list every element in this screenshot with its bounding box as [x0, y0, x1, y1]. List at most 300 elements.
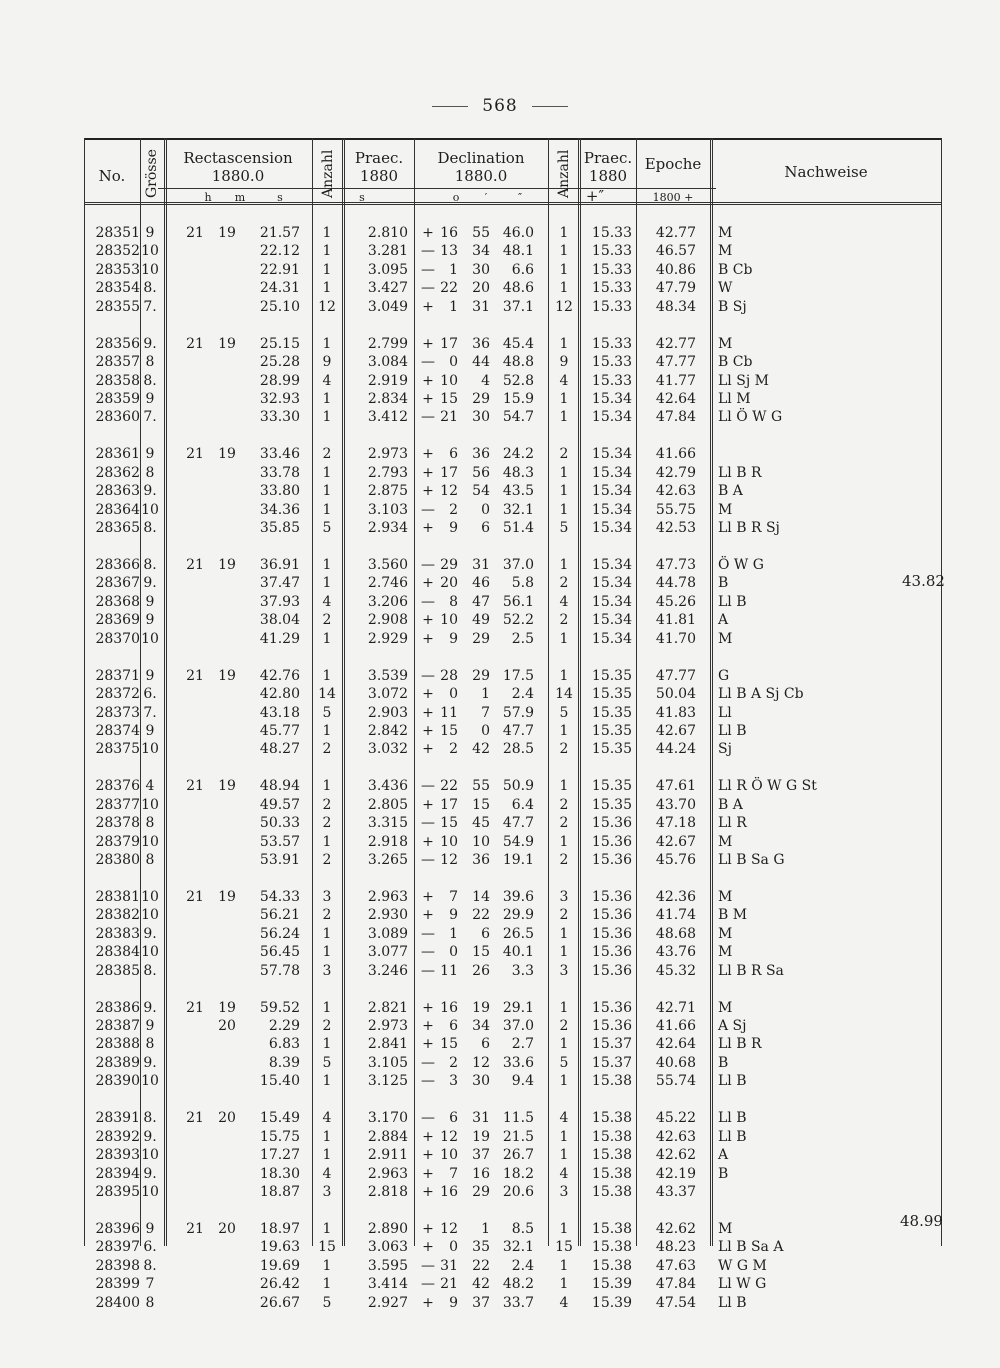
decl-degrees: 16 — [440, 225, 458, 241]
references: Ll B — [718, 1073, 747, 1090]
decl-precession: 15.38 — [591, 1257, 632, 1274]
epoch: 41.77 — [655, 372, 696, 389]
decl-seconds: 2.4 — [511, 686, 534, 703]
ra-seconds: 53.57 — [259, 833, 300, 850]
ra-obs-count: 1 — [322, 1073, 332, 1090]
ra-minutes: 19 — [218, 888, 236, 905]
decl-minutes: 7 — [481, 704, 490, 721]
decl-degrees: 17 — [440, 335, 458, 352]
decl-sign: — — [421, 778, 435, 795]
table-row — [84, 445, 942, 464]
decl-minutes: 56 — [472, 464, 490, 481]
star-number: 28362 — [95, 464, 140, 481]
references: W G M — [718, 1257, 767, 1274]
decl-degrees: 15 — [440, 815, 458, 832]
ra-seconds: 32.93 — [259, 391, 300, 407]
decl-degrees: 6 — [449, 1018, 458, 1034]
epoch: 42.67 — [655, 833, 696, 850]
magnitude: 10 — [141, 1147, 159, 1164]
references: B Cb — [718, 261, 753, 278]
header-praec-year: 1880 — [359, 167, 399, 185]
epoch: 47.79 — [655, 280, 696, 297]
decl-obs-count: 14 — [555, 686, 573, 703]
epoch: 50.04 — [655, 686, 696, 703]
decl-precession: 15.35 — [591, 741, 632, 758]
star-catalog-table — [84, 138, 942, 1311]
decl-sign: — — [421, 962, 435, 979]
table-row — [84, 519, 942, 538]
magnitude: 10 — [141, 944, 159, 961]
decl-obs-count: 1 — [559, 1036, 569, 1053]
epoch: 41.70 — [655, 630, 696, 647]
decl-seconds: 43.5 — [502, 483, 534, 500]
ra-obs-count: 1 — [322, 1257, 332, 1274]
decl-minutes: 0 — [481, 501, 490, 518]
decl-obs-count: 1 — [559, 556, 569, 573]
decl-precession: 15.36 — [591, 944, 632, 961]
ra-obs-count: 2 — [322, 1018, 332, 1034]
decl-sign: — — [421, 1110, 435, 1127]
decl-degrees: 6 — [449, 1110, 458, 1127]
decl-seconds: 29.1 — [502, 999, 534, 1016]
ra-minutes: 20 — [218, 1110, 236, 1127]
decl-precession: 15.34 — [591, 593, 632, 610]
star-number: 28390 — [95, 1073, 140, 1090]
decl-obs-count: 5 — [559, 1054, 569, 1071]
ra-precession: 3.077 — [367, 944, 408, 961]
decl-minutes: 29 — [472, 391, 490, 407]
ra-precession: 2.929 — [367, 630, 408, 647]
decl-precession: 15.34 — [591, 501, 632, 518]
epoch: 45.32 — [655, 962, 696, 979]
star-number: 28360 — [95, 409, 140, 426]
decl-seconds: 47.7 — [502, 815, 534, 832]
magnitude: 10 — [141, 501, 159, 518]
ra-seconds: 15.49 — [259, 1110, 300, 1127]
decl-seconds: 32.1 — [502, 1239, 534, 1256]
decl-seconds: 18.2 — [502, 1165, 534, 1182]
decl-obs-count: 1 — [559, 833, 569, 850]
table-row — [84, 1035, 942, 1054]
decl-precession: 15.33 — [591, 372, 632, 389]
decl-precession: 15.35 — [591, 667, 632, 684]
decl-seconds: 39.6 — [502, 888, 534, 905]
decl-seconds: 57.9 — [502, 704, 534, 721]
references: Ll R — [718, 815, 747, 832]
references: Ll Sj M — [718, 372, 769, 389]
decl-minutes: 0 — [481, 722, 490, 739]
decl-seconds: 15.9 — [502, 391, 534, 407]
references: Ll B R — [718, 464, 762, 481]
magnitude: 10 — [141, 907, 159, 924]
ra-precession: 3.084 — [367, 354, 408, 371]
ra-obs-count: 1 — [322, 464, 332, 481]
epoch: 42.67 — [655, 722, 696, 739]
decl-obs-count: 1 — [559, 483, 569, 500]
magnitude: 10 — [141, 833, 159, 850]
decl-sign: + — [422, 741, 434, 758]
ra-seconds: 2.29 — [268, 1018, 300, 1034]
decl-precession: 15.33 — [591, 354, 632, 371]
epoch: 42.53 — [655, 520, 696, 537]
table-row — [84, 464, 942, 483]
decl-precession: 15.36 — [591, 962, 632, 979]
decl-obs-count: 2 — [559, 1018, 569, 1034]
decl-precession: 15.38 — [591, 1239, 632, 1256]
star-number: 28396 — [95, 1220, 140, 1237]
decl-seconds: 48.2 — [502, 1276, 534, 1293]
references: Ll B — [718, 722, 747, 739]
star-number: 28383 — [95, 925, 140, 942]
decl-minutes: 49 — [472, 612, 490, 629]
ra-precession: 3.560 — [367, 556, 408, 573]
header-decl-min: ′ — [484, 191, 488, 204]
epoch: 41.66 — [655, 1018, 696, 1034]
decl-precession: 15.38 — [591, 1128, 632, 1145]
ra-seconds: 6.83 — [268, 1036, 300, 1053]
ra-obs-count: 14 — [318, 686, 336, 703]
decl-obs-count: 1 — [559, 335, 569, 352]
table-row — [84, 593, 942, 612]
magnitude: 8 — [145, 354, 155, 371]
decl-precession: 15.36 — [591, 907, 632, 924]
ra-seconds: 25.28 — [259, 354, 300, 371]
ra-obs-count: 2 — [322, 446, 332, 463]
table-row — [84, 556, 942, 575]
star-number: 28356 — [95, 335, 140, 352]
decl-obs-count: 2 — [559, 575, 569, 592]
decl-seconds: 20.6 — [502, 1184, 534, 1200]
decl-seconds: 54.9 — [502, 833, 534, 850]
decl-seconds: 37.0 — [502, 556, 534, 573]
decl-obs-count: 1 — [559, 464, 569, 481]
decl-degrees: 2 — [449, 741, 458, 758]
decl-minutes: 34 — [472, 243, 490, 260]
decl-seconds: 21.5 — [502, 1128, 534, 1145]
ra-obs-count: 5 — [322, 1294, 332, 1311]
star-number: 28361 — [95, 446, 140, 463]
epoch: 42.63 — [655, 483, 696, 500]
ra-precession: 2.834 — [367, 391, 408, 407]
table-row — [84, 1072, 942, 1091]
table-row — [84, 408, 942, 427]
decl-sign: + — [422, 464, 434, 481]
decl-sign: + — [422, 1184, 434, 1200]
ra-seconds: 57.78 — [259, 962, 300, 979]
table-row — [84, 722, 942, 741]
star-number: 28393 — [95, 1147, 140, 1164]
magnitude: 10 — [141, 243, 159, 260]
references: B A — [718, 483, 743, 500]
decl-seconds: 51.4 — [502, 520, 534, 537]
decl-seconds: 37.1 — [502, 298, 534, 315]
table-row — [84, 906, 942, 925]
decl-obs-count: 1 — [559, 280, 569, 297]
decl-minutes: 19 — [472, 999, 490, 1016]
ra-obs-count: 4 — [322, 593, 332, 610]
references: M — [718, 243, 733, 260]
ra-precession: 2.911 — [367, 1147, 408, 1164]
star-number: 28352 — [95, 243, 140, 260]
decl-minutes: 26 — [472, 962, 490, 979]
ra-seconds: 56.45 — [259, 944, 300, 961]
decl-seconds: 28.5 — [502, 741, 534, 758]
ra-obs-count: 4 — [322, 372, 332, 389]
decl-minutes: 31 — [472, 1110, 490, 1127]
ra-precession: 3.072 — [367, 686, 408, 703]
decl-minutes: 29 — [472, 667, 490, 684]
epoch: 46.57 — [655, 243, 696, 260]
decl-degrees: 15 — [440, 1036, 458, 1053]
ra-hours: 21 — [186, 1220, 204, 1237]
decl-sign: — — [421, 1276, 435, 1293]
star-number: 28385 — [95, 962, 140, 979]
decl-seconds: 2.5 — [511, 630, 534, 647]
decl-precession: 15.33 — [591, 280, 632, 297]
decl-minutes: 36 — [472, 335, 490, 352]
ra-precession: 3.414 — [367, 1276, 408, 1293]
decl-minutes: 34 — [472, 1018, 490, 1034]
ra-obs-count: 1 — [322, 280, 332, 297]
magnitude: 8. — [143, 1257, 157, 1274]
decl-obs-count: 1 — [559, 667, 569, 684]
epoch: 42.77 — [655, 225, 696, 241]
ra-seconds: 25.10 — [259, 298, 300, 315]
ra-obs-count: 1 — [322, 999, 332, 1016]
ra-obs-count: 1 — [322, 225, 332, 241]
ra-precession: 3.206 — [367, 593, 408, 610]
ra-seconds: 50.33 — [259, 815, 300, 832]
ra-precession: 2.927 — [367, 1294, 408, 1311]
references: Ö W G — [718, 556, 764, 573]
magnitude: 9. — [143, 1128, 157, 1145]
magnitude: 10 — [141, 888, 159, 905]
decl-obs-count: 4 — [559, 1110, 569, 1127]
decl-precession: 15.34 — [591, 483, 632, 500]
decl-sign: + — [422, 686, 434, 703]
epoch: 43.76 — [655, 944, 696, 961]
decl-minutes: 30 — [472, 1073, 490, 1090]
decl-seconds: 24.2 — [502, 446, 534, 463]
magnitude: 9. — [143, 575, 157, 592]
decl-degrees: 17 — [440, 796, 458, 813]
references: B — [718, 1054, 729, 1071]
decl-obs-count: 1 — [559, 999, 569, 1016]
table-row — [84, 1275, 942, 1294]
decl-obs-count: 4 — [559, 372, 569, 389]
decl-degrees: 11 — [440, 704, 458, 721]
decl-sign: + — [422, 391, 434, 407]
magnitude: 6. — [143, 1239, 157, 1256]
star-number: 28380 — [95, 852, 140, 869]
ra-precession: 3.539 — [367, 667, 408, 684]
decl-seconds: 48.6 — [502, 280, 534, 297]
decl-precession: 15.35 — [591, 704, 632, 721]
decl-minutes: 6 — [481, 925, 490, 942]
decl-seconds: 54.7 — [502, 409, 534, 426]
ra-obs-count: 2 — [322, 612, 332, 629]
references: Ll B R — [718, 1036, 762, 1053]
decl-degrees: 10 — [440, 612, 458, 629]
star-number: 28363 — [95, 483, 140, 500]
page-number — [0, 96, 1000, 116]
ra-seconds: 22.12 — [259, 243, 300, 260]
star-number: 28377 — [95, 796, 140, 813]
references: M — [718, 335, 733, 352]
magnitude: 7. — [143, 409, 157, 426]
decl-precession: 15.36 — [591, 999, 632, 1016]
header-decl-sec: ″ — [517, 191, 523, 204]
decl-degrees: 22 — [440, 778, 458, 795]
ra-hours: 21 — [186, 667, 204, 684]
epoch: 42.36 — [655, 888, 696, 905]
decl-precession: 15.39 — [591, 1276, 632, 1293]
decl-minutes: 35 — [472, 1239, 490, 1256]
star-number: 28354 — [95, 280, 140, 297]
ra-precession: 2.746 — [367, 575, 408, 592]
decl-obs-count: 1 — [559, 1220, 569, 1237]
star-number: 28368 — [95, 593, 140, 610]
ra-obs-count: 1 — [322, 778, 332, 795]
ra-seconds: 59.52 — [259, 999, 300, 1016]
ra-precession: 2.934 — [367, 520, 408, 537]
decl-degrees: 0 — [449, 1239, 458, 1256]
ra-precession: 3.436 — [367, 778, 408, 795]
ra-precession: 2.890 — [367, 1220, 408, 1237]
references: Ll W G — [718, 1276, 767, 1293]
decl-seconds: 56.1 — [502, 593, 534, 610]
ra-seconds: 33.80 — [259, 483, 300, 500]
ra-precession: 3.063 — [367, 1239, 408, 1256]
decl-minutes: 6 — [481, 1036, 490, 1053]
decl-precession: 15.35 — [591, 722, 632, 739]
table-row — [84, 279, 942, 298]
decl-obs-count: 2 — [559, 815, 569, 832]
decl-seconds: 48.8 — [502, 354, 534, 371]
table-row — [84, 611, 942, 630]
ra-minutes: 19 — [218, 999, 236, 1016]
magnitude: 9. — [143, 335, 157, 352]
ra-obs-count: 15 — [318, 1239, 336, 1256]
decl-minutes: 42 — [472, 1276, 490, 1293]
decl-minutes: 31 — [472, 556, 490, 573]
table-row — [84, 999, 942, 1018]
ra-seconds: 38.04 — [259, 612, 300, 629]
ra-seconds: 17.27 — [259, 1147, 300, 1164]
ra-precession: 2.793 — [367, 464, 408, 481]
decl-obs-count: 1 — [559, 722, 569, 739]
header-ra-title: Rectascension — [183, 149, 293, 167]
epoch: 47.84 — [655, 409, 696, 426]
decl-degrees: 9 — [449, 1294, 458, 1311]
ra-obs-count: 5 — [322, 704, 332, 721]
decl-precession: 15.34 — [591, 612, 632, 629]
ra-precession: 2.908 — [367, 612, 408, 629]
decl-seconds: 52.8 — [502, 372, 534, 389]
decl-degrees: 17 — [440, 464, 458, 481]
ra-precession: 3.095 — [367, 261, 408, 278]
epoch: 40.68 — [655, 1054, 696, 1071]
references: Ll B R Sa — [718, 962, 784, 979]
references: Sj — [718, 741, 732, 758]
decl-obs-count: 1 — [559, 225, 569, 241]
references: Ll B A Sj Cb — [718, 686, 804, 703]
star-number: 28365 — [95, 520, 140, 537]
header-praec2-title: Praec. — [583, 149, 633, 167]
ra-seconds: 49.57 — [259, 796, 300, 813]
decl-sign: — — [421, 556, 435, 573]
references: Ll B Sa G — [718, 852, 785, 869]
ra-seconds: 53.91 — [259, 852, 300, 869]
decl-sign: — — [421, 1257, 435, 1274]
decl-obs-count: 1 — [559, 501, 569, 518]
decl-obs-count: 3 — [559, 888, 569, 905]
ra-seconds: 54.33 — [259, 888, 300, 905]
epoch: 43.70 — [655, 796, 696, 813]
references: Ll B R Sj — [718, 520, 780, 537]
ra-seconds: 22.91 — [259, 261, 300, 278]
decl-sign: + — [422, 446, 434, 463]
ra-hours: 21 — [186, 446, 204, 463]
magnitude: 6. — [143, 686, 157, 703]
ra-obs-count: 1 — [322, 630, 332, 647]
table-row — [84, 1238, 942, 1257]
table-row — [84, 372, 942, 391]
ra-seconds: 36.91 — [259, 556, 300, 573]
ra-seconds: 33.30 — [259, 409, 300, 426]
decl-minutes: 19 — [472, 1128, 490, 1145]
epoch: 47.77 — [655, 667, 696, 684]
decl-degrees: 1 — [449, 261, 458, 278]
ra-obs-count: 1 — [322, 833, 332, 850]
ra-seconds: 41.29 — [259, 630, 300, 647]
decl-precession: 15.36 — [591, 1018, 632, 1034]
decl-minutes: 10 — [472, 833, 490, 850]
decl-obs-count: 3 — [559, 962, 569, 979]
ra-precession: 2.973 — [367, 1018, 408, 1034]
epoch: 42.79 — [655, 464, 696, 481]
ra-obs-count: 4 — [322, 1165, 332, 1182]
decl-obs-count: 1 — [559, 391, 569, 407]
table-row — [84, 704, 942, 723]
ra-minutes: 19 — [218, 446, 236, 463]
decl-precession: 15.36 — [591, 925, 632, 942]
decl-degrees: 12 — [440, 1128, 458, 1145]
header-epoche-unit: 1800 + — [652, 191, 694, 204]
decl-minutes: 42 — [472, 741, 490, 758]
ra-precession: 3.281 — [367, 243, 408, 260]
magnitude: 9 — [145, 225, 155, 241]
star-number: 28398 — [95, 1257, 140, 1274]
decl-seconds: 26.5 — [502, 925, 534, 942]
decl-precession: 15.35 — [591, 778, 632, 795]
magnitude: 10 — [141, 796, 159, 813]
ra-precession: 2.930 — [367, 907, 408, 924]
star-number: 28370 — [95, 630, 140, 647]
decl-minutes: 55 — [472, 225, 490, 241]
decl-precession: 15.36 — [591, 888, 632, 905]
decl-degrees: 2 — [449, 501, 458, 518]
epoch: 45.26 — [655, 593, 696, 610]
decl-minutes: 29 — [472, 630, 490, 647]
table-row — [84, 261, 942, 280]
epoch: 43.37 — [655, 1184, 696, 1200]
ra-obs-count: 1 — [322, 243, 332, 260]
decl-seconds: 48.1 — [502, 243, 534, 260]
decl-obs-count: 1 — [559, 1257, 569, 1274]
decl-seconds: 3.3 — [511, 962, 534, 979]
decl-sign: + — [422, 1128, 434, 1145]
